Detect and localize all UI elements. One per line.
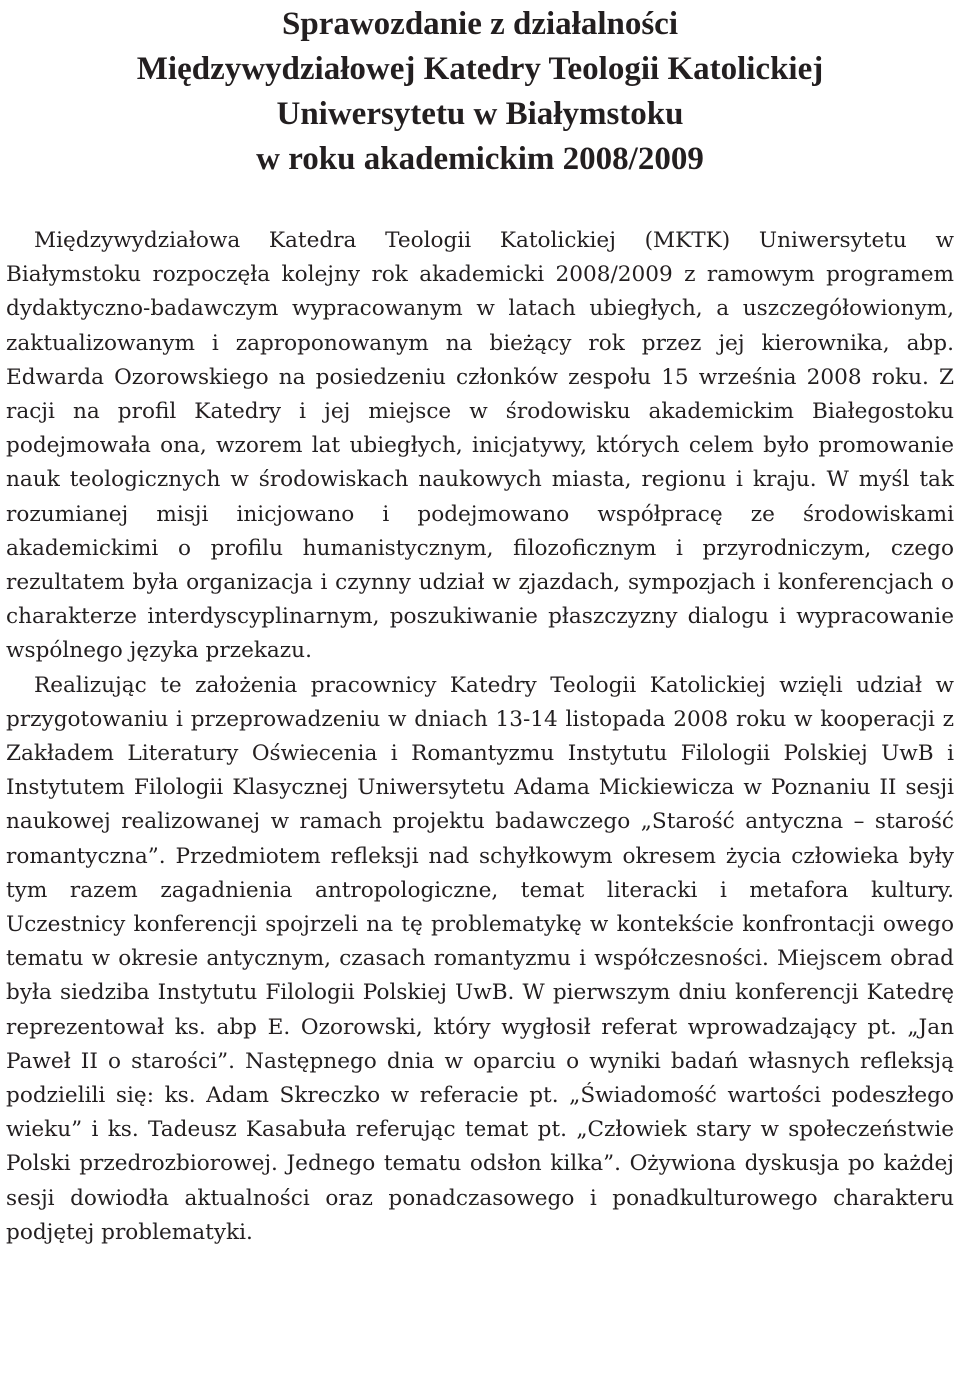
paragraph-1: Międzywydziałowa Katedra Teologii Katolickiej (MKTK) Uniwersytetu w Białymstoku rozpoczęła kolejny rok akademicki 2008/2009 z ramowym programem dydaktyczno-badawczym wypracowanym w latach ubiegłych, a uszczegółowionym, zaktualizowanym i zaproponowanym na bieżący rok przez jej kierownika, abp. Edwarda Ozorowskiego na posiedzeniu członków zespołu 15 września 2008 roku. Z racji na profil Katedry i jej miejsce w środowisku akademickim Białegostoku podejmowała ona, wzorem lat ubiegłych, inicjatywy, których celem było promowanie nauk teologicznych w środowiskach naukowych miasta, regionu i kraju. W myśl tak rozumianej misji inicjowano i podejmowano współpracę ze środowiskami akademickimi o profilu humanistycznym, filozoficznym i przyrodniczym, czego rezultatem była organizacja i czynny udział w zjazdach, sympozjach i konferencjach o charakterze interdyscyplinarnym, poszukiwanie płaszczyzny dialogu i wypracowanie wspólnego języka przekazu. [6, 228, 954, 664]
document-body [6, 224, 954, 1250]
title-line-1: Sprawozdanie z działalności [281, 6, 679, 42]
paragraph-2: Realizując te założenia pracownicy Katedry Teologii Katolickiej wzięli udział w przygotowaniu i przeprowadzeniu w dniach 13-14 listopada 2008 roku w kooperacji z Zakładem Literatury Oświecenia i Romantyzmu Instytutu Filologii Polskiej UwB i Instytutem Filologii Klasycznej Uniwersytetu Adama Mickiewicza w Poznaniu II sesji naukowej realizowanej w ramach projektu badawczego „Starość antyczna – starość romantyczna”. Przedmiotem refleksji nad schyłkowym okresem życia człowieka były tym razem zagadnienia antropologiczne, temat literacki i metafora kultury. Uczestnicy konferencji spojrzeli na tę problematykę w kontekście konfrontacji owego tematu w okresie antycznym, czasach romantyzmu i współczesności. Miejscem obrad była siedziba Instytutu Filologii Polskiej UwB. W pierwszym dniu konferencji Katedrę reprezentował ks. abp E. Ozorowski, który wygłosił referat wprowadzający pt. „Jan Paweł II o starości”. Następnego dnia w oparciu o wyniki badań własnych refleksją podzielili się: ks. Adam Skreczko w referacie pt. „Świadomość wartości podeszłego wieku” i ks. Tadeusz Kasabuła referując temat pt. „Człowiek stary w społeczeństwie Polski przedrozbiorowej. Jednego tematu odsłon kilka”. Ożywiona dyskusja po każdej sesji dowiodła aktualności oraz ponadczasowego i ponadkulturowego charakteru podjętej problematyki. [6, 672, 954, 1245]
title-line-3: Uniwersytetu w Białymstoku [276, 96, 684, 132]
title-line-4: w roku akademickim 2008/2009 [256, 141, 704, 177]
document-title [6, 0, 954, 182]
title-line-2: Międzywydziałowej Katedry Teologii Katolickiej [136, 51, 824, 87]
